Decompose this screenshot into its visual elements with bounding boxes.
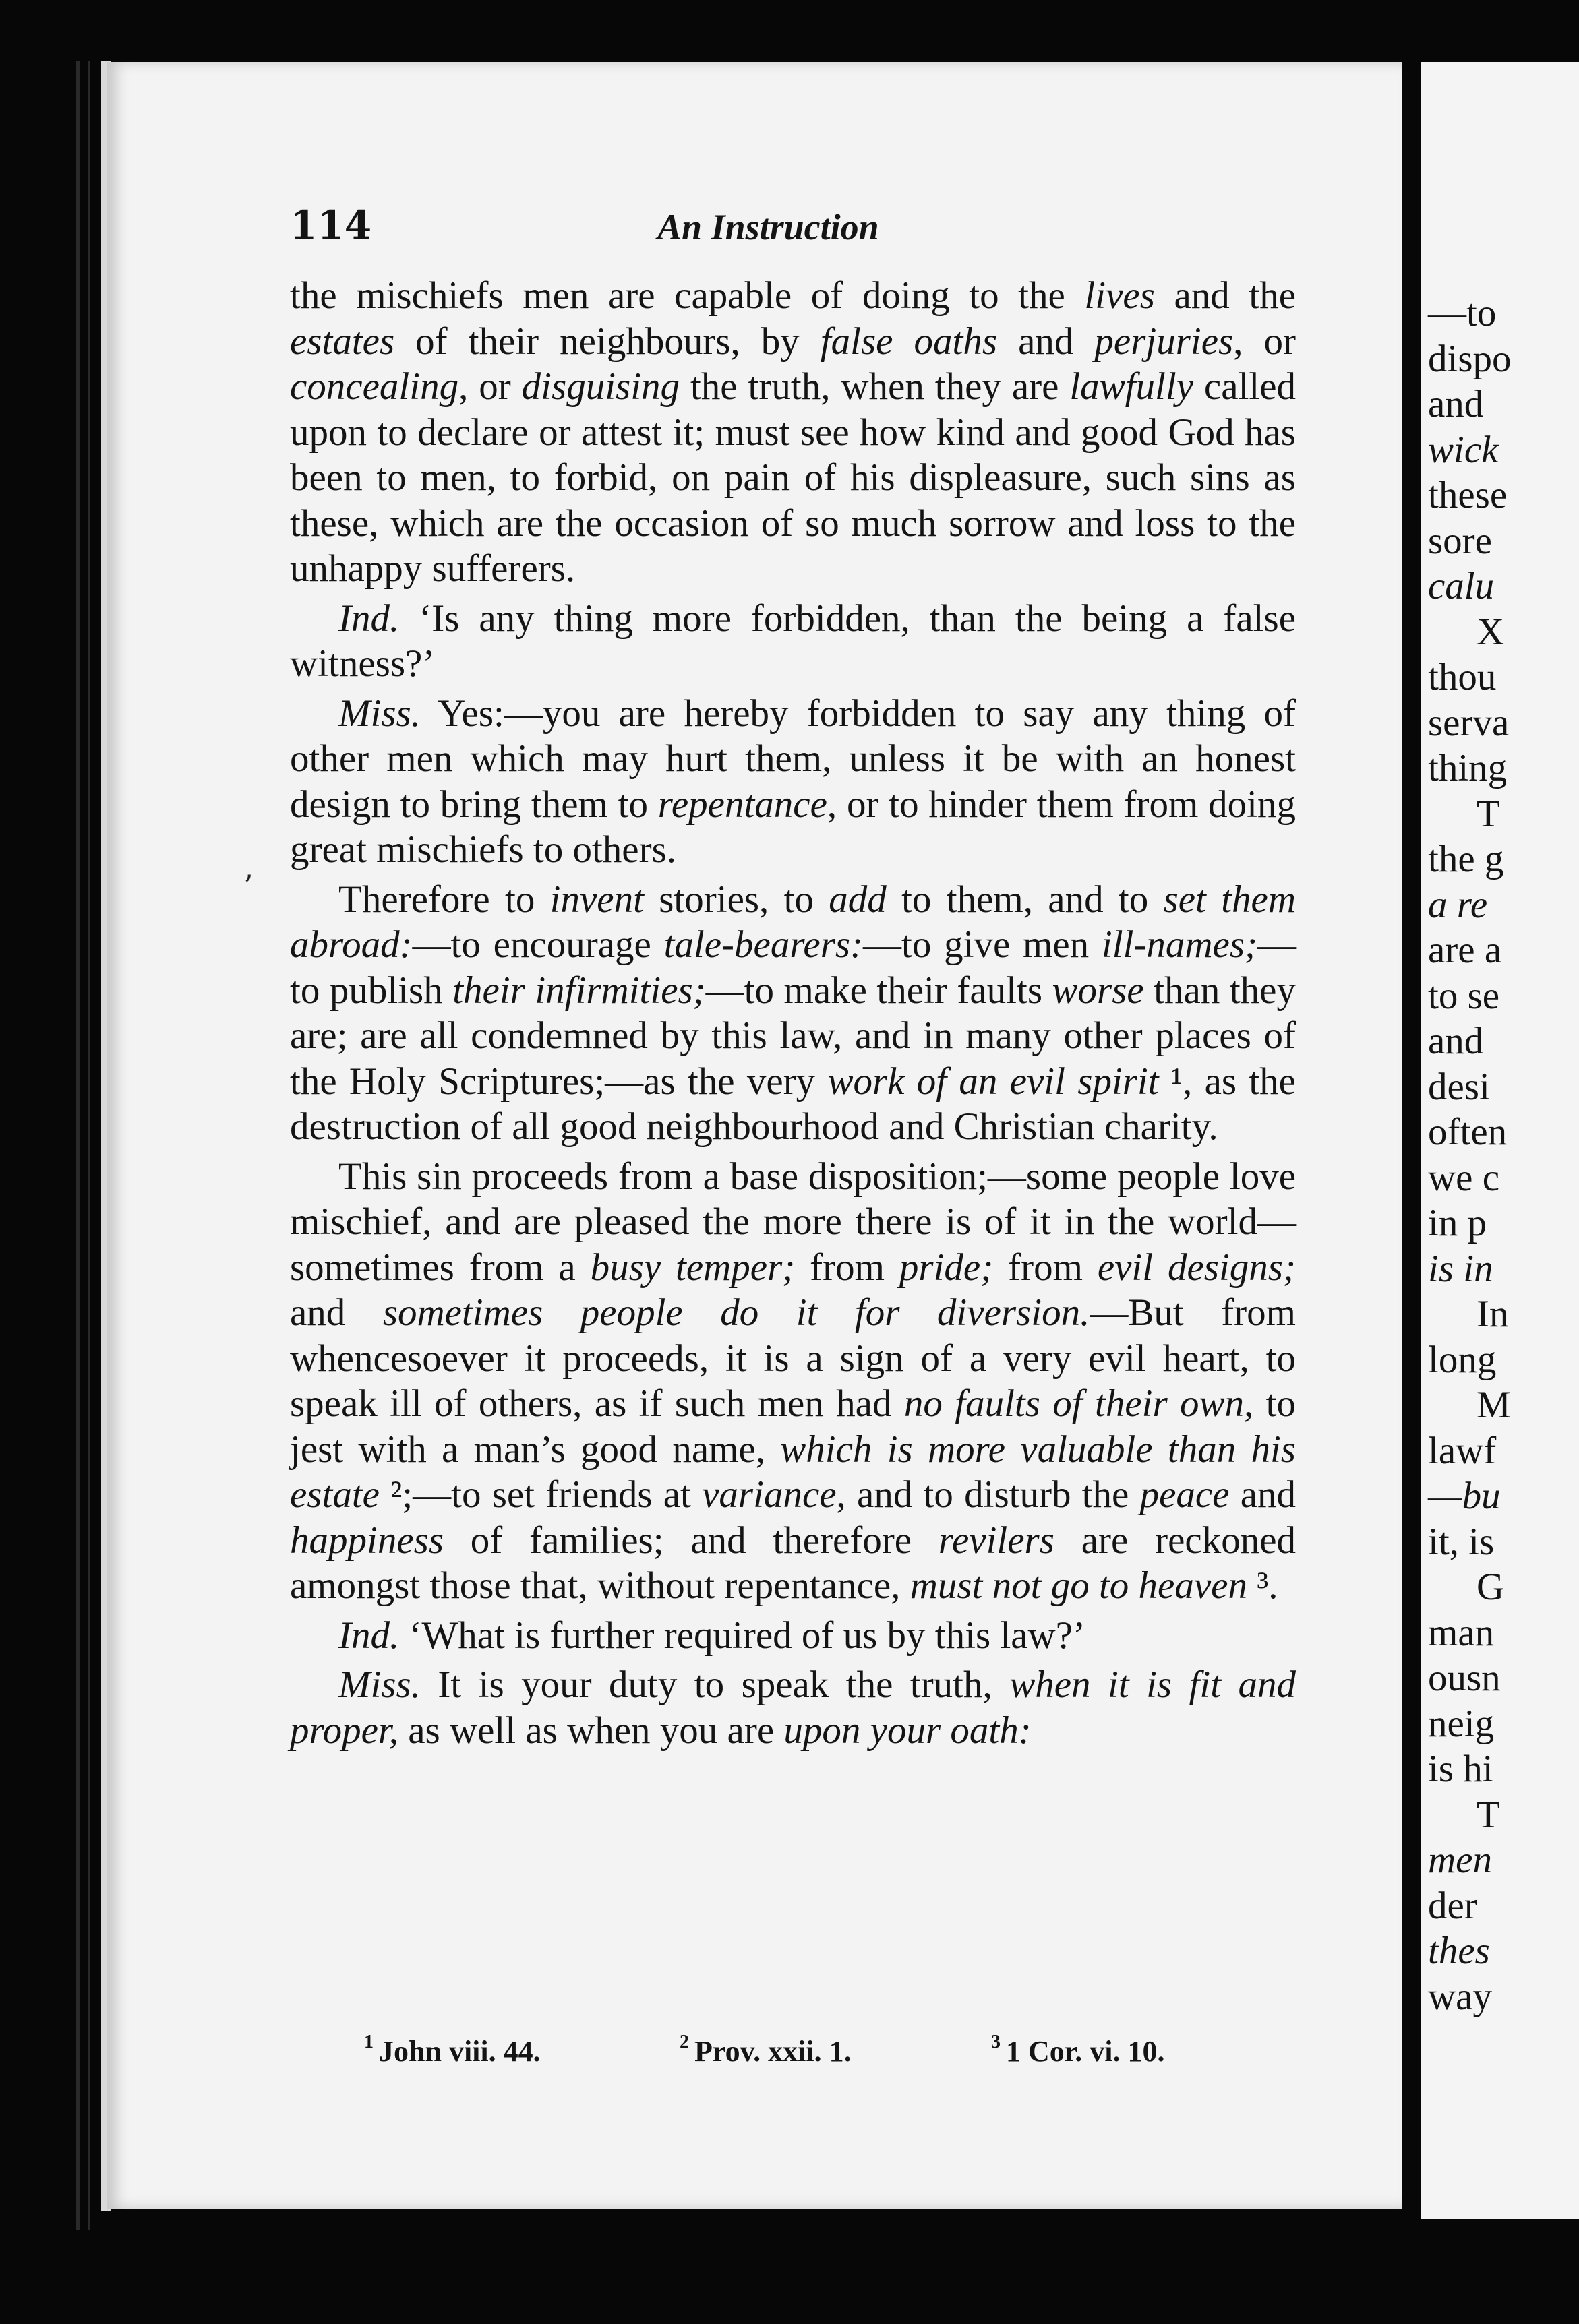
text-segment: —to give men [863, 923, 1102, 966]
adjacent-page-line: thes [1428, 1930, 1490, 1972]
text-segment: ‘What is further required of us by this law?’ [399, 1614, 1085, 1657]
italic-text: set them abroad: [290, 878, 1296, 966]
text-segment: and [997, 319, 1095, 363]
text-segment: from [993, 1246, 1098, 1289]
text-segment: Yes:—you are hereby forbidden to say any thing of other men which may hurt them, unless it be with an honest design to bring them to [290, 692, 1296, 826]
text-segment: It is your duty to speak the truth, [420, 1663, 1010, 1706]
body-paragraph [290, 1662, 1296, 1753]
italic-text: perjuries [1094, 319, 1234, 363]
text-segment: This sin proceeds from a base disposition;—some people love mischief, and are pleased the more there is of it in the world—sometimes from a [290, 1155, 1296, 1289]
italic-text: Miss. [338, 1663, 421, 1706]
text-segment: of families; and therefore [444, 1519, 939, 1562]
adjacent-page-line: der [1428, 1884, 1477, 1927]
adjacent-page-line: sore [1428, 519, 1492, 562]
italic-text: upon your oath: [783, 1709, 1032, 1752]
italic-text: pride; [899, 1246, 994, 1289]
text-segment: ³. [1247, 1564, 1278, 1607]
italic-text: no faults of their own, [903, 1382, 1254, 1425]
italic-text: their infirmities; [452, 969, 706, 1012]
italic-text: lives [1084, 274, 1155, 317]
italic-text: ill-names; [1101, 923, 1258, 966]
footnote [680, 2031, 852, 2069]
adjacent-page-line: is in [1428, 1247, 1493, 1290]
adjacent-page-line: calu [1428, 565, 1495, 607]
text-segment: ‘Is any thing more forbidden, than the being a false witness?’ [290, 597, 1296, 685]
footnote-text: 1 Cor. vi. 10. [1006, 2035, 1165, 2068]
page-number: 114 [290, 202, 372, 248]
italic-text: Ind. [338, 1614, 400, 1657]
text-segment: , or to hinder them from doing great mischiefs to others. [290, 783, 1297, 871]
italic-text: concealing [290, 365, 459, 408]
text-segment: called upon to declare or attest it; must see how kind and good God has been to men, to forbid, on pain of his displeasure, such sins as these, which are the occasion of so much sorrow and loss to the unhappy sufferers. [290, 365, 1296, 590]
adjacent-page-line: and [1428, 1020, 1484, 1062]
adjacent-page-line: In [1477, 1293, 1509, 1335]
text-segment: and [1229, 1473, 1296, 1516]
adjacent-page-line: man [1428, 1611, 1495, 1654]
adjacent-page-line: is hi [1428, 1748, 1493, 1790]
adjacent-page-line: —bu [1428, 1475, 1501, 1517]
text-segment: are reckoned amongst those that, without repentance, [290, 1519, 1296, 1607]
italic-text: busy temper; [590, 1246, 796, 1289]
text-segment: , or [458, 365, 522, 408]
adjacent-page-line: we c [1428, 1156, 1500, 1199]
text-segment: , and to disturb the [836, 1473, 1140, 1516]
text-segment: and the [1154, 274, 1296, 317]
adjacent-page-line: long [1428, 1338, 1497, 1381]
adjacent-page-line: G [1477, 1566, 1505, 1608]
adjacent-page-line: desi [1428, 1065, 1490, 1108]
footnote [991, 2031, 1165, 2069]
adjacent-page-line: ousn [1428, 1657, 1501, 1699]
footnotes [364, 2031, 1294, 2075]
italic-text: false oaths [820, 319, 998, 363]
footnote-mark: 2 [680, 2031, 689, 2052]
adjacent-page-line: these [1428, 474, 1508, 516]
italic-text: peace [1139, 1473, 1230, 1516]
text-segment: and [290, 1291, 383, 1334]
adjacent-page-line: thing [1428, 747, 1508, 789]
adjacent-page [1421, 62, 1579, 2219]
text-segment: , or [1233, 319, 1297, 363]
italic-text: evil designs; [1097, 1246, 1296, 1289]
adjacent-page-line: way [1428, 1975, 1492, 2018]
italic-text: when it is fit and proper, [290, 1663, 1296, 1752]
footnote-text: Prov. xxii. 1. [694, 2035, 852, 2068]
adjacent-page-line: in p [1428, 1202, 1487, 1244]
page-header [290, 202, 1294, 270]
text-segment: the truth, when they are [680, 365, 1070, 408]
footnote-mark: 1 [364, 2031, 374, 2052]
body-paragraph [290, 596, 1296, 687]
adjacent-page-line: M [1477, 1384, 1511, 1426]
book-spine-edge [76, 61, 80, 2230]
text-segment: —to publish [290, 923, 1297, 1012]
text-segment: than they are; are all condemned by this law, and in many other places of the Holy Scriptures;—as the very [290, 969, 1296, 1103]
text-segment: from [795, 1246, 899, 1289]
text-segment: to jest with a man’s good name, [290, 1382, 1297, 1471]
adjacent-page-line: a re [1428, 883, 1488, 926]
italic-text: happiness [290, 1519, 444, 1562]
adjacent-page-line: it, is [1428, 1520, 1495, 1563]
italic-text: sometimes people do it for diversion. [382, 1291, 1090, 1334]
italic-text: repentance [657, 783, 827, 826]
book-spine-edge [88, 61, 90, 2230]
body-paragraph [290, 1613, 1296, 1659]
adjacent-page-line: to se [1428, 974, 1500, 1017]
adjacent-page-line: dispo [1428, 337, 1512, 380]
adjacent-page-line: men [1428, 1839, 1492, 1881]
text-segment: of their neighbours, by [394, 319, 821, 363]
text-segment: as well as when you are [398, 1709, 784, 1752]
adjacent-page-line: —to [1428, 292, 1497, 334]
text-segment: —to encourage [412, 923, 664, 966]
adjacent-page-line: neig [1428, 1702, 1495, 1745]
adjacent-page-line: T [1477, 1793, 1500, 1836]
footnote-mark: 3 [991, 2031, 1001, 2052]
adjacent-page-line: serva [1428, 701, 1510, 744]
adjacent-page-line: wick [1428, 428, 1499, 471]
italic-text: add [829, 878, 887, 921]
margin-mark: ʼ [243, 869, 252, 904]
text-segment: —But from whencesoever it proceeds, it is a sign of a very evil heart, to speak ill of others, as if such men had [290, 1291, 1296, 1425]
body-paragraph [290, 273, 1296, 592]
body-paragraph [290, 877, 1296, 1150]
italic-text: invent [549, 878, 644, 921]
footnote [364, 2031, 541, 2069]
text-segment: —to make their faults [705, 969, 1052, 1012]
italic-text: lawfully [1069, 365, 1193, 408]
italic-text: revilers [938, 1519, 1054, 1562]
body-paragraph [290, 691, 1296, 873]
adjacent-page-line: thou [1428, 656, 1497, 698]
adjacent-page-line: are a [1428, 929, 1502, 971]
footnote-text: John viii. 44. [379, 2035, 541, 2068]
running-title: An Instruction [657, 207, 879, 247]
text-segment: ²;—to set friends at [379, 1473, 703, 1516]
text-segment: to them, and to [886, 878, 1164, 921]
adjacent-page-line: T [1477, 792, 1500, 835]
italic-text: worse [1052, 969, 1144, 1012]
italic-text: Miss. [338, 692, 421, 735]
text-segment: stories, to [643, 878, 829, 921]
text-segment: Therefore to [338, 878, 550, 921]
adjacent-page-line: lawf [1428, 1429, 1497, 1472]
adjacent-page-line: and [1428, 383, 1484, 425]
adjacent-page-line: the g [1428, 838, 1504, 880]
italic-text: Ind. [338, 597, 400, 640]
italic-text: work of an evil spirit [827, 1060, 1159, 1103]
adjacent-page-line: often [1428, 1111, 1508, 1153]
italic-text: which is more valuable than his estate [290, 1428, 1296, 1516]
body-paragraph [290, 1154, 1296, 1609]
italic-text: disguising [521, 365, 680, 408]
body-text [290, 273, 1296, 1753]
italic-text: must not go to heaven [910, 1564, 1247, 1607]
adjacent-page-line: X [1477, 610, 1505, 653]
italic-text: variance [702, 1473, 837, 1516]
italic-text: estates [290, 319, 395, 363]
italic-text: tale-bearers: [663, 923, 864, 966]
text-segment: the mischiefs men are capable of doing to the [290, 274, 1085, 317]
text-segment: ¹, as the destruction of all good neighbourhood and Christian charity. [290, 1060, 1296, 1148]
